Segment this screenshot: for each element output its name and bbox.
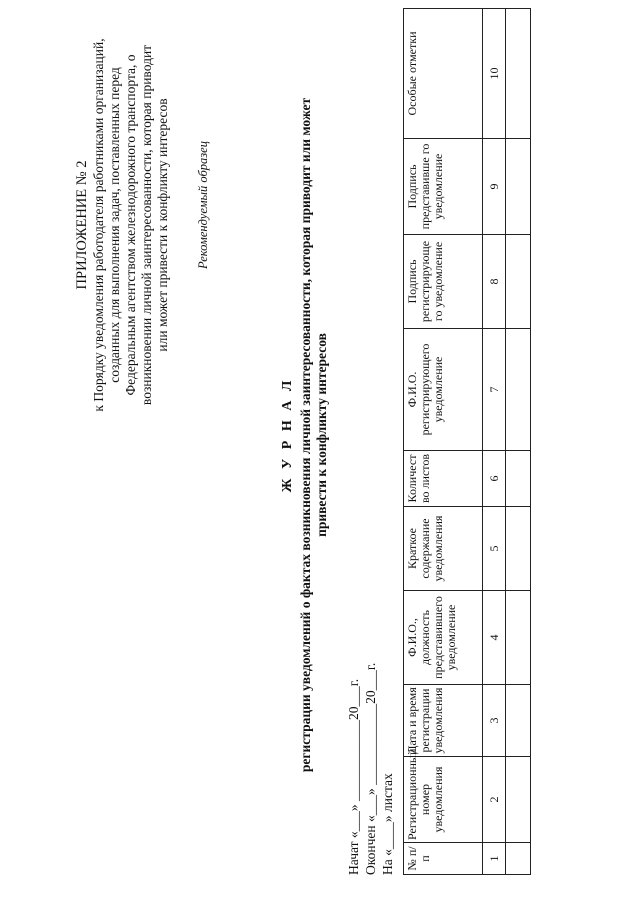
table-cell [506, 451, 531, 507]
table-cell [506, 591, 531, 685]
table-cell [506, 507, 531, 591]
journal-dates [345, 635, 396, 875]
sheet-count-line: На «____» листах [380, 773, 395, 875]
table-cell [506, 235, 531, 329]
header-cell: Подпись регистрирующе го уведомление [404, 235, 483, 329]
column-number: 10 [483, 9, 506, 139]
column-number: 9 [483, 139, 506, 235]
header-cell: Дата и время регистрации уведомления [404, 685, 483, 757]
appendix-line: созданных для выполнения задач, поставленных перед [107, 67, 122, 383]
header-cell: Ф.И.О., должность представившего уведомление [404, 591, 483, 685]
recommended-sample-note: Рекомендуемый образец [196, 141, 210, 269]
appendix-title: ПРИЛОЖЕНИЕ № 2 [74, 160, 90, 290]
header-cell: Краткое содержание уведомления [404, 507, 483, 591]
table-cell [506, 757, 531, 843]
table-cell [506, 685, 531, 757]
appendix-line: возникновении личной заинтересованности, которая приводит [139, 44, 154, 406]
journal-title: Ж У Р Н А Л [280, 377, 295, 493]
column-number: 1 [483, 843, 506, 875]
column-number: 5 [483, 507, 506, 591]
column-number: 7 [483, 329, 506, 451]
started-date-line: Начат «___» ____________20___г. [346, 678, 361, 875]
journal-heading [280, 5, 330, 865]
header-cell: Количест во листов [404, 451, 483, 507]
table-cell [506, 843, 531, 875]
finished-date-line: Окончен «___» ____________20___г. [363, 662, 378, 875]
header-cell: Особые отметки [404, 9, 483, 139]
journal-subtitle: регистрации уведомлений о фактах возникновения личной заинтересованности, которая приводит или может [298, 97, 313, 773]
journal-table [403, 8, 531, 875]
appendix-line: Федеральным агентством железнодорожного транспорта, о [123, 54, 138, 396]
header-cell: Ф.И.О. регистрирующего уведомление [404, 329, 483, 451]
header-cell: Регистрационный номер уведомления [404, 757, 483, 843]
appendix-line: к Порядку уведомления работодателя работниками организаций, [91, 38, 106, 412]
header-cell: № п/п [404, 843, 483, 875]
appendix-block [74, 25, 171, 425]
column-number-row [483, 9, 506, 875]
column-number: 2 [483, 757, 506, 843]
table-cell [506, 9, 531, 139]
appendix-line: или может привести к конфликту интересов [155, 98, 170, 352]
column-number: 4 [483, 591, 506, 685]
header-cell: Подпись представивше го уведомление [404, 139, 483, 235]
table-cell [506, 139, 531, 235]
column-number: 3 [483, 685, 506, 757]
column-number: 6 [483, 451, 506, 507]
column-number: 8 [483, 235, 506, 329]
journal-subtitle: привести к конфликту интересов [314, 333, 329, 537]
table-cell [506, 329, 531, 451]
table-header-row [404, 9, 483, 875]
table-row [506, 9, 531, 875]
